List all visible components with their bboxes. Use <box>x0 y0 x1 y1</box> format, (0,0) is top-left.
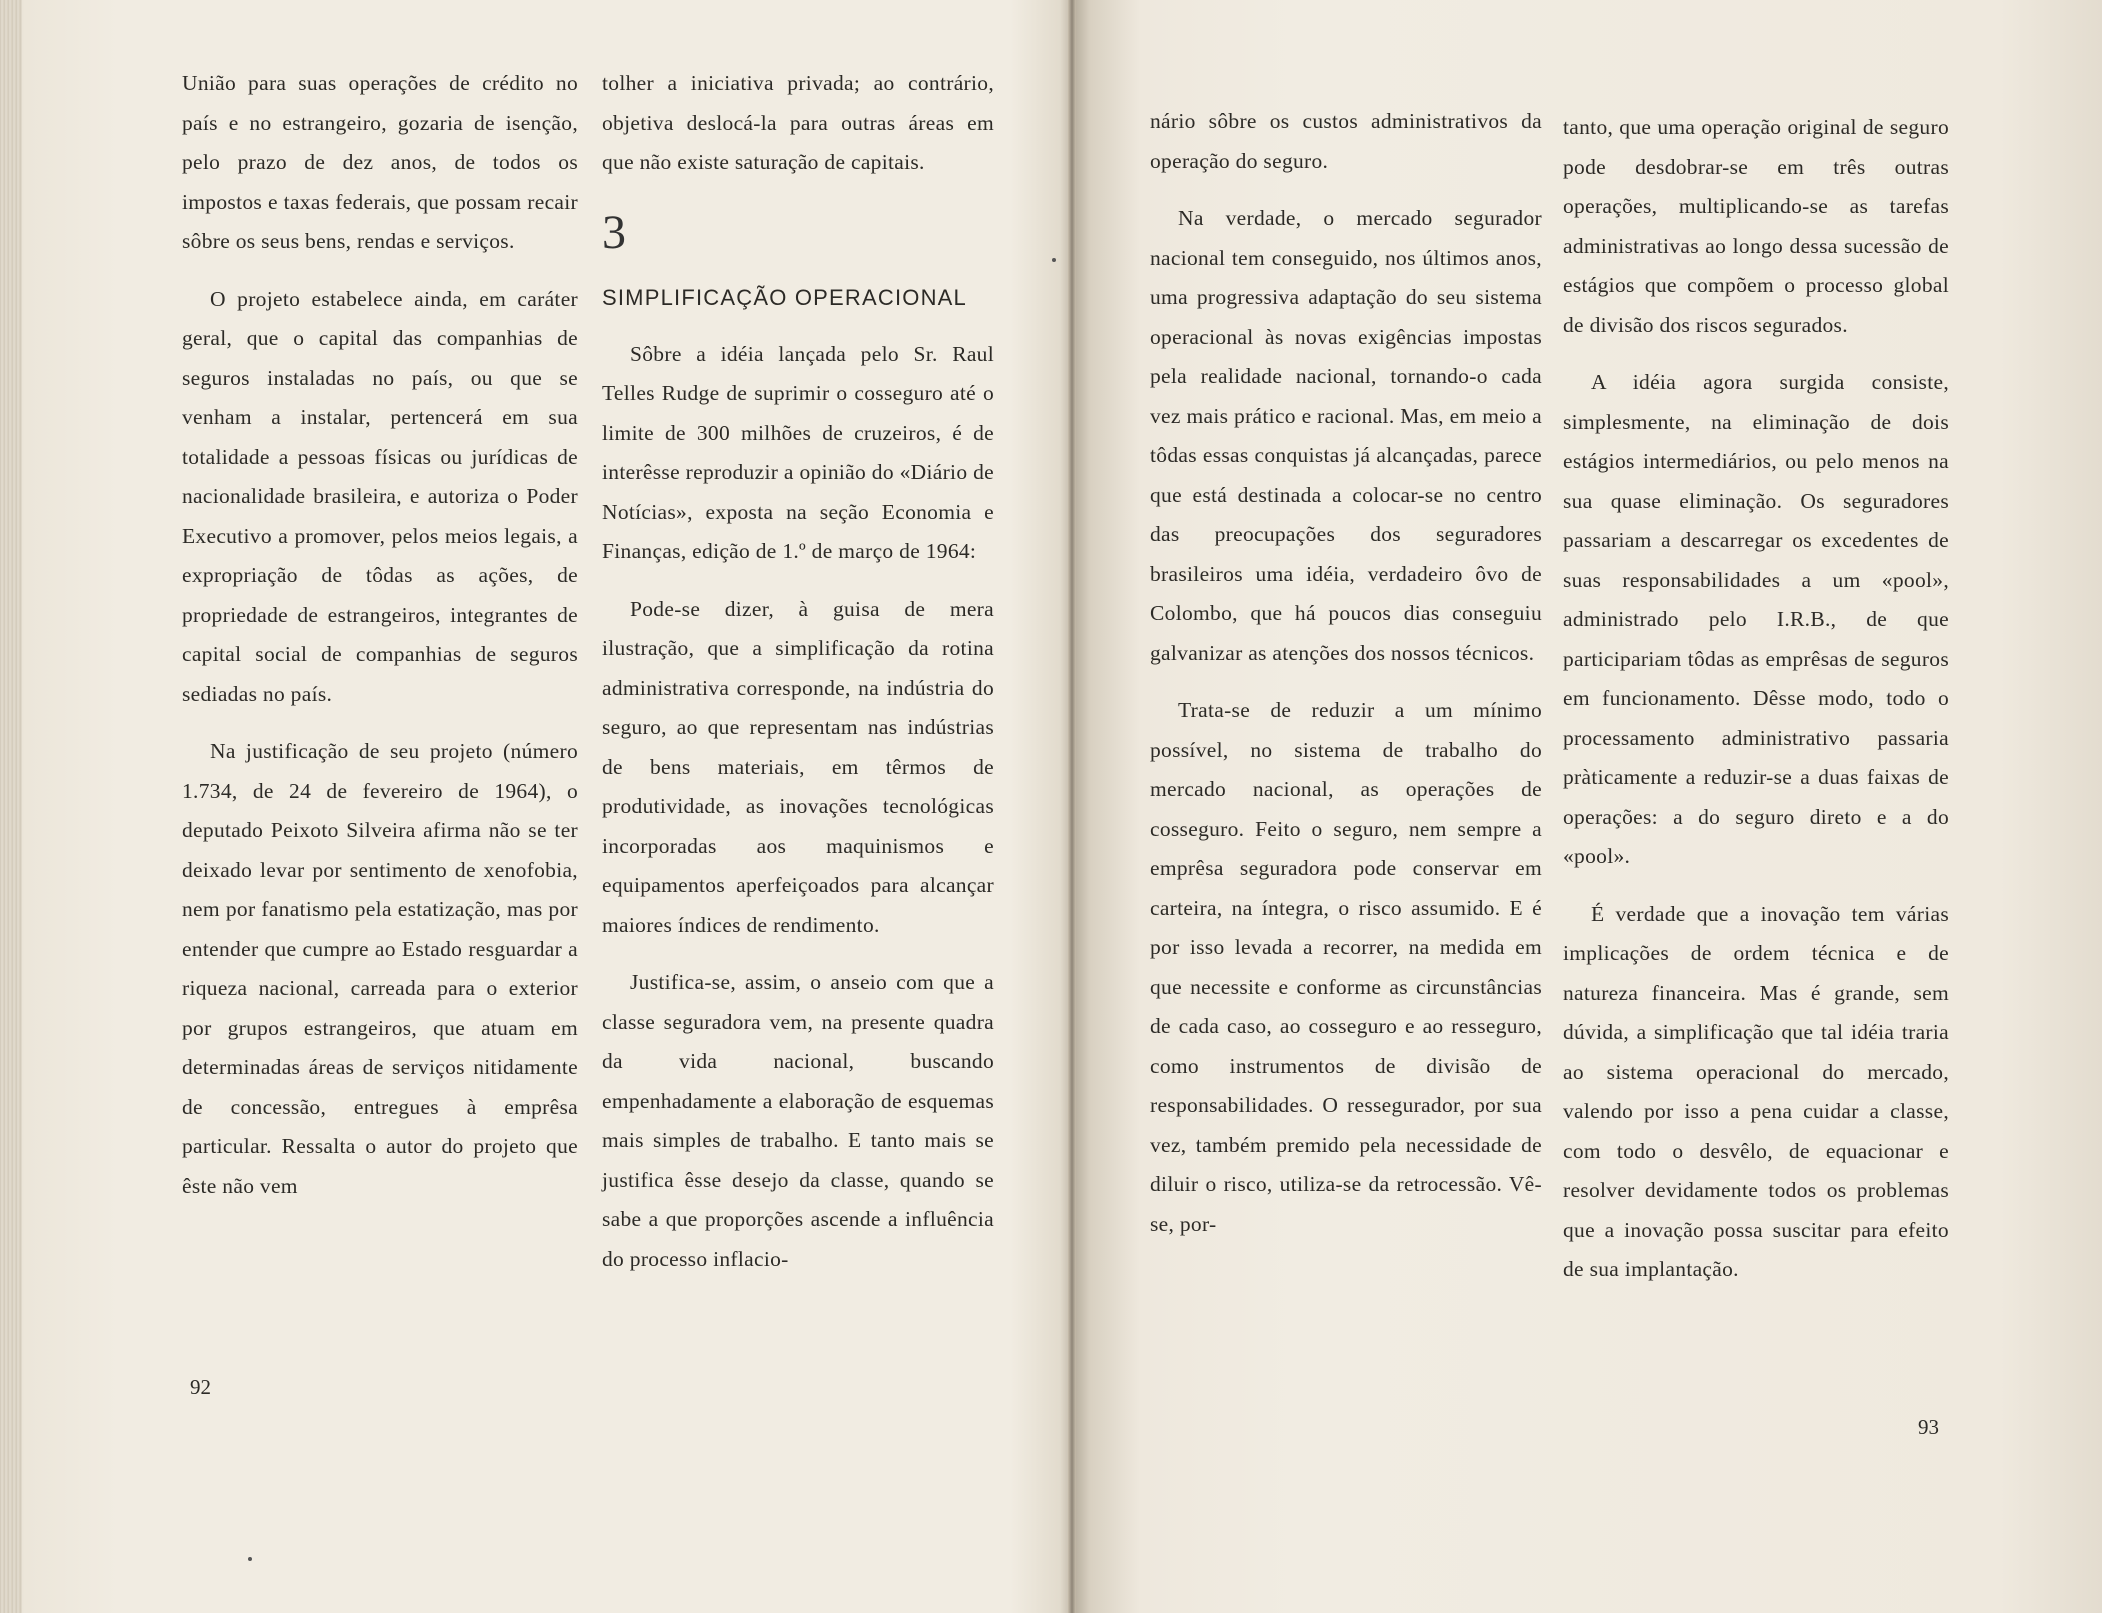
page-number-right: 93 <box>1918 1415 1939 1439</box>
paragraph: tolher a iniciativa privada; ao contrário, objetiva deslocá-la para outras áreas em que não existe saturação de capitais. <box>602 71 994 174</box>
paragraph: Trata-se de reduzir a um mínimo possível, no sistema de trabalho do mercado nacional, as operações de cosseguro. Feito o seguro, nem sempre a emprêsa seguradora pode conservar em carteira, na íntegra, o risco assumido. E é por isso levada a recorrer, na medida em que necessite e conforme as circunstâncias de cada caso, ao cosseguro e ao resseguro, como instrumentos de divisão de responsabilidades. O ressegurador, por sua vez, também premido pela necessidade de diluir o risco, utiliza-se da retrocessão. Vê-se, por- <box>1150 698 1542 1236</box>
right-page-column-2 <box>1563 108 1949 1308</box>
paragraph: Justifica-se, assim, o anseio com que a classe seguradora vem, na presente quadra da vida nacional, buscando empenhadamente a elaboração de esquemas mais simples de trabalho. E tanto mais se justifica êsse desejo da classe, quando se sabe a que proporções ascende a influência do processo inflacio- <box>602 970 994 1271</box>
paragraph: Na verdade, o mercado segurador nacional tem conseguido, nos últimos anos, uma progressiva adaptação do seu sistema operacional às novas exigências impostas pela realidade nacional, tornando-o cada vez mais prático e racional. Mas, em meio a tôdas essas conquistas já alcançadas, parece que está destinada a colocar-se no centro das preocupações dos seguradores brasileiros uma idéia, verdadeiro ôvo de Colombo, que há poucos dias conseguiu galvanizar as atenções dos nossos técnicos. <box>1150 206 1542 665</box>
paragraph: É verdade que a inovação tem várias implicações de ordem técnica e de natureza financeira. Mas é grande, sem dúvida, a simplificação que tal idéia traria ao sistema operacional do mercado, valendo por isso a pena cuidar a classe, com todo o desvêlo, de equacionar e resolver devidamente todos os problemas que a inovação possa suscitar para efeito de sua implantação. <box>1563 901 1949 1281</box>
paragraph: tanto, que uma operação original de seguro pode desdobrar-se em três outras operações, multiplicando-se as tarefas administrativas ao longo dessa sucessão de estágios que compõem o processo global de divisão dos riscos segurados. <box>1563 115 1949 337</box>
paragraph: Pode-se dizer, à guisa de mera ilustração, que a simplificação da rotina administrativa corresponde, na indústria do seguro, ao que representam nas indústrias de bens materiais, em têrmos de produtividade, as inovações tecnológicas incorporadas aos maquinismos e equipamentos aperfeiçoados para alcançar maiores índices de rendimento. <box>602 596 994 937</box>
paragraph: nário sôbre os custos administrativos da operação do seguro. <box>1150 109 1542 173</box>
speck <box>1052 258 1056 262</box>
section-number: 3 <box>602 205 627 259</box>
paragraph: União para suas operações de crédito no país e no estrangeiro, gozaria de isenção, pelo prazo de dez anos, de todos os impostos e taxas federais, que possam recair sôbre os seus bens, rendas e serviços. <box>182 71 578 253</box>
book-gutter <box>1068 0 1076 1613</box>
page-number-left: 92 <box>190 1375 211 1399</box>
section-title: SIMPLIFICAÇÃO OPERACIONAL <box>602 284 967 310</box>
right-page-column-1 <box>1150 102 1542 1262</box>
page-edges <box>0 0 22 1613</box>
paragraph: A idéia agora surgida consiste, simplesmente, na eliminação de dois estágios intermediários, ou pelo menos na sua quase eliminação. Os seguradores passariam a descarregar os excedentes de suas responsabilidades a um «pool», administrado pelo I.R.B., de que participariam tôdas as emprêsas de seguros em funcionamento. Dêsse modo, todo o processamento administrativo passaria pràticamente a reduzir-se a duas faixas de operações: a do seguro direto e a do «pool». <box>1563 370 1949 868</box>
left-page-column-1 <box>182 64 578 1224</box>
speck <box>248 1557 252 1561</box>
paragraph: O projeto estabelece ainda, em caráter geral, que o capital das companhias de seguros instaladas no país, ou que se venham a instalar, pertencerá em sua totalidade a pessoas físicas ou jurídicas de nacionalidade brasileira, e autoriza o Poder Executivo a promover, pelos meios legais, a expropriação de tôdas as ações, de propriedade de estrangeiros, integrantes de capital social de companhias de seguros sediadas no país. <box>182 286 578 706</box>
paragraph: Sôbre a idéia lançada pelo Sr. Raul Telles Rudge de suprimir o cosseguro até o limite de 300 milhões de cruzeiros, é de interêsse reproduzir a opinião do «Diário de Notícias», exposta na seção Economia e Finanças, edição de 1.º de março de 1964: <box>602 341 994 563</box>
left-page-column-2 <box>602 64 994 1297</box>
paragraph: Na justificação de seu projeto (número 1.734, de 24 de fevereiro de 1964), o deputado Peixoto Silveira afirma não se ter deixado levar por sentimento de xenofobia, nem por fanatismo pela estatização, mas por entender que cumpre ao Estado resguardar a riqueza nacional, carreada para o exterior por grupos estrangeiros, que atuam em determinadas áreas de serviços nitidamente de concessão, entregues à emprêsa particular. Ressalta o autor do projeto que êste não vem <box>182 739 578 1198</box>
